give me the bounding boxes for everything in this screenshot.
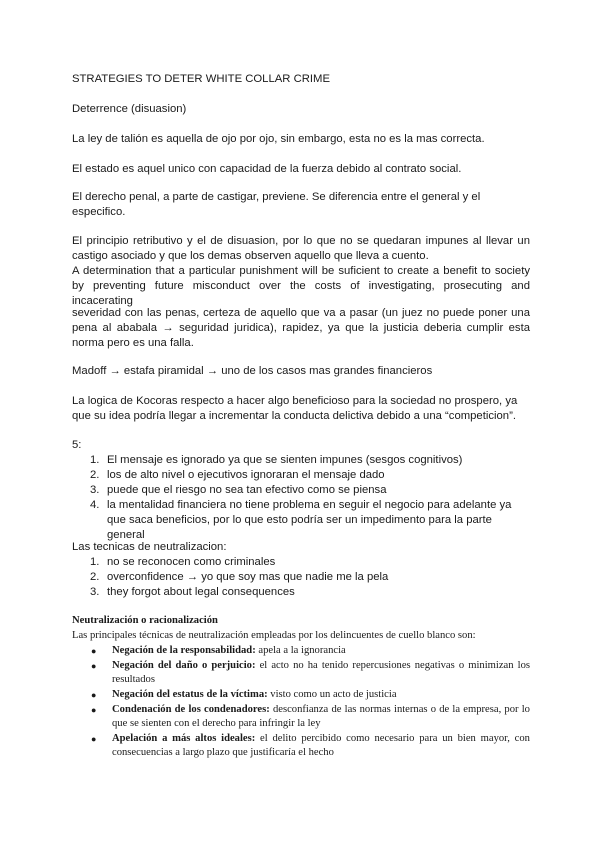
technique-desc: el delito percibido como necesario para un bien mayor, con consecuencias a largo plazo que justificaría el hecho — [112, 733, 530, 758]
list5-label: 5: — [72, 439, 82, 451]
bullet-icon: ● — [91, 661, 97, 671]
paragraph-principio-en: A determination that a particular punishment will be suficient to create a benefit to society by preventing future misconduct over the costs of investigating, prosecuting and incacerating — [72, 265, 530, 307]
technique-term: Apelación a más altos ideales: — [112, 733, 256, 744]
bullet-icon: ● — [91, 705, 97, 715]
list-item — [72, 498, 530, 543]
technique-term: Condenación de los condenadores: — [112, 704, 270, 715]
list-text: los de alto nivel o ejecutivos ignoraran el mensaje dado — [107, 469, 385, 481]
technique-item — [72, 703, 530, 731]
bullet-icon: ● — [91, 734, 97, 744]
deterrence-heading: Deterrence (disuasion) — [72, 103, 187, 115]
list-number: 2. — [90, 469, 100, 481]
list-text: puede que el riesgo no sea tan efectivo como se piensa — [107, 484, 387, 496]
list-number: 4. — [90, 499, 100, 511]
list-item — [72, 468, 530, 483]
technique-desc: apela a la ignorancia — [255, 645, 346, 656]
paragraph-principio-es: El principio retributivo y el de disuasion, por lo que no se quedaran impunes al llevar un castigo asociado y que los demas observen aquello que lleva a cuento. — [72, 235, 530, 262]
technique-term: Negación del estatus de la víctima: — [112, 689, 268, 700]
list-text: they forgot about legal consequences — [107, 586, 295, 598]
list-number: 2. — [90, 571, 100, 583]
list-neutralization — [72, 555, 530, 600]
techniques-list — [72, 644, 530, 761]
technique-item — [72, 688, 530, 702]
list-item — [72, 555, 530, 570]
paragraph-kocoras: La logica de Kocoras respecto a hacer algo beneficioso para la sociedad no prospero, ya que su idea podría llegar a incrementar la conducta delictiva debido a una “competicion”. — [72, 395, 518, 422]
paragraph-madoff: Madoff → estafa piramidal → uno de los casos mas grandes financieros — [72, 365, 433, 377]
list-item — [72, 453, 530, 468]
list-text: no se reconocen como criminales — [107, 556, 276, 568]
paragraph-severidad: severidad con las penas, certeza de aquello que va a pasar (un juez no puede poner una pena al ababala → seguridad juridica), rapidez, ya que la justicia deberia cumplir esta norma pero es una falla. — [72, 307, 530, 349]
document-title: STRATEGIES TO DETER WHITE COLLAR CRIME — [72, 73, 330, 85]
list-text: El mensaje es ignorado ya que se sienten impunes (sesgos cognitivos) — [107, 454, 463, 466]
list-text: la mentalidad financiera no tiene problema en seguir el negocio para adelante ya que saca beneficios, por lo que esto podría ser un impedimento para la parte general — [107, 499, 512, 541]
technique-item — [72, 659, 530, 687]
technique-term: Negación de la responsabilidad: — [112, 645, 256, 656]
list-number: 3. — [90, 484, 100, 496]
list-number: 1. — [90, 454, 100, 466]
paragraph-estado: El estado es aquel unico con capacidad de la fuerza debido al contrato social. — [72, 163, 462, 175]
paragraph-ley-talion: La ley de talión es aquella de ojo por ojo, sin embargo, esta no es la mas correcta. — [72, 133, 485, 145]
list-item — [72, 483, 530, 498]
bullet-icon: ● — [91, 646, 97, 656]
list-5 — [72, 453, 530, 543]
technique-term: Negación del daño o perjuicio: — [112, 660, 256, 671]
list-number: 1. — [90, 556, 100, 568]
technique-desc: visto como un acto de justicia — [267, 689, 397, 700]
paragraph-principio-retributivo — [72, 234, 530, 309]
neutralization-intro: Las principales técnicas de neutralización empleadas por los delincuentes de cuello blanco son: — [72, 630, 476, 641]
paragraph-derecho-penal: El derecho penal, a parte de castigar, previene. Se diferencia entre el general y el especifico. — [72, 191, 481, 218]
list-text: overconfidence → yo que soy mas que nadie me la pela — [107, 571, 389, 583]
technique-desc: el acto no ha tenido repercusiones negativas o minimizan los resultados — [112, 660, 531, 685]
bullet-icon: ● — [91, 690, 97, 700]
technique-desc: desconfianza de las normas internas o de la empresa, por lo que se sienten con el derecho para infringir la ley — [112, 704, 530, 729]
neutralization-label: Las tecnicas de neutralizacion: — [72, 541, 227, 553]
list-number: 3. — [90, 586, 100, 598]
list-item — [72, 585, 530, 600]
technique-item — [72, 644, 530, 658]
technique-item — [72, 732, 530, 760]
neutralization-heading: Neutralización o racionalización — [72, 615, 218, 626]
list-item — [72, 570, 530, 585]
